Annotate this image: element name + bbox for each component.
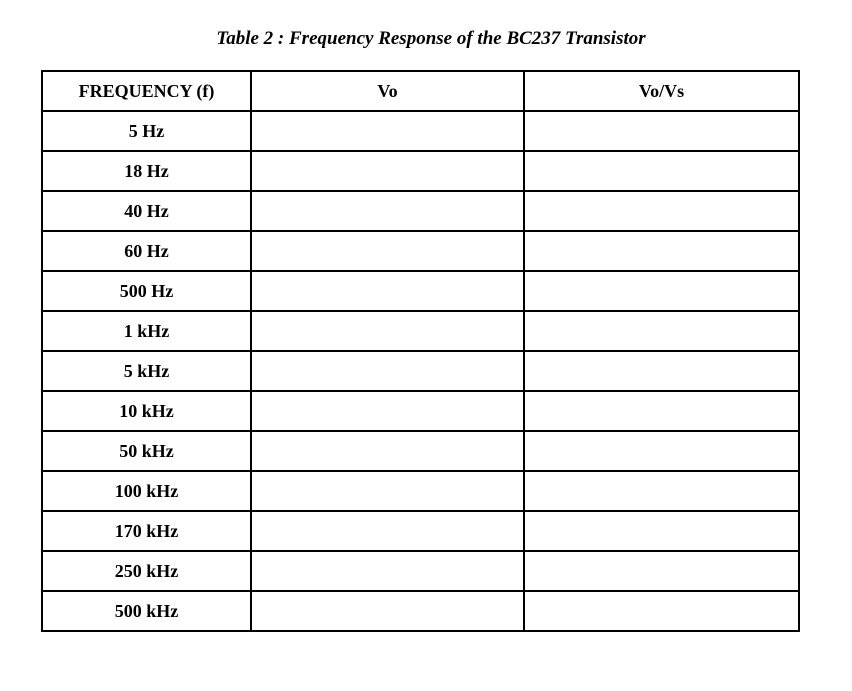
frequency-cell: 40 Hz bbox=[42, 191, 251, 231]
vo-vs-cell bbox=[524, 311, 799, 351]
frequency-cell: 5 kHz bbox=[42, 351, 251, 391]
vo-cell bbox=[251, 351, 524, 391]
table-header-row bbox=[42, 71, 799, 111]
frequency-cell: 60 Hz bbox=[42, 231, 251, 271]
vo-vs-cell bbox=[524, 431, 799, 471]
frequency-cell: 100 kHz bbox=[42, 471, 251, 511]
vo-cell bbox=[251, 431, 524, 471]
vo-cell bbox=[251, 271, 524, 311]
vo-vs-cell bbox=[524, 231, 799, 271]
vo-vs-cell bbox=[524, 111, 799, 151]
vo-vs-cell bbox=[524, 271, 799, 311]
table-row bbox=[42, 391, 799, 431]
table-row bbox=[42, 351, 799, 391]
frequency-cell: 500 kHz bbox=[42, 591, 251, 631]
frequency-cell: 18 Hz bbox=[42, 151, 251, 191]
column-header-vo: Vo bbox=[251, 71, 524, 111]
frequency-cell: 1 kHz bbox=[42, 311, 251, 351]
frequency-cell: 170 kHz bbox=[42, 511, 251, 551]
column-header-vo-vs: Vo/Vs bbox=[524, 71, 799, 111]
frequency-response-table bbox=[41, 70, 800, 632]
vo-cell bbox=[251, 511, 524, 551]
vo-cell bbox=[251, 231, 524, 271]
frequency-cell: 50 kHz bbox=[42, 431, 251, 471]
vo-vs-cell bbox=[524, 351, 799, 391]
vo-vs-cell bbox=[524, 551, 799, 591]
vo-cell bbox=[251, 391, 524, 431]
table-row bbox=[42, 311, 799, 351]
vo-vs-cell bbox=[524, 511, 799, 551]
frequency-cell: 10 kHz bbox=[42, 391, 251, 431]
vo-cell bbox=[251, 551, 524, 591]
frequency-cell: 250 kHz bbox=[42, 551, 251, 591]
table-row bbox=[42, 591, 799, 631]
vo-cell bbox=[251, 311, 524, 351]
frequency-cell: 5 Hz bbox=[42, 111, 251, 151]
vo-vs-cell bbox=[524, 471, 799, 511]
table-row bbox=[42, 471, 799, 511]
table-row bbox=[42, 271, 799, 311]
frequency-cell: 500 Hz bbox=[42, 271, 251, 311]
vo-vs-cell bbox=[524, 591, 799, 631]
table-row bbox=[42, 511, 799, 551]
table-row bbox=[42, 551, 799, 591]
table-caption: Table 2 : Frequency Response of the BC237 Transistor bbox=[216, 28, 646, 49]
vo-vs-cell bbox=[524, 151, 799, 191]
vo-cell bbox=[251, 151, 524, 191]
vo-vs-cell bbox=[524, 391, 799, 431]
table-row bbox=[42, 111, 799, 151]
vo-cell bbox=[251, 191, 524, 231]
vo-cell bbox=[251, 591, 524, 631]
table-row bbox=[42, 151, 799, 191]
vo-cell bbox=[251, 471, 524, 511]
table-row bbox=[42, 431, 799, 471]
table-row bbox=[42, 231, 799, 271]
column-header-frequency: FREQUENCY (f) bbox=[42, 71, 251, 111]
vo-cell bbox=[251, 111, 524, 151]
vo-vs-cell bbox=[524, 191, 799, 231]
table-row bbox=[42, 191, 799, 231]
